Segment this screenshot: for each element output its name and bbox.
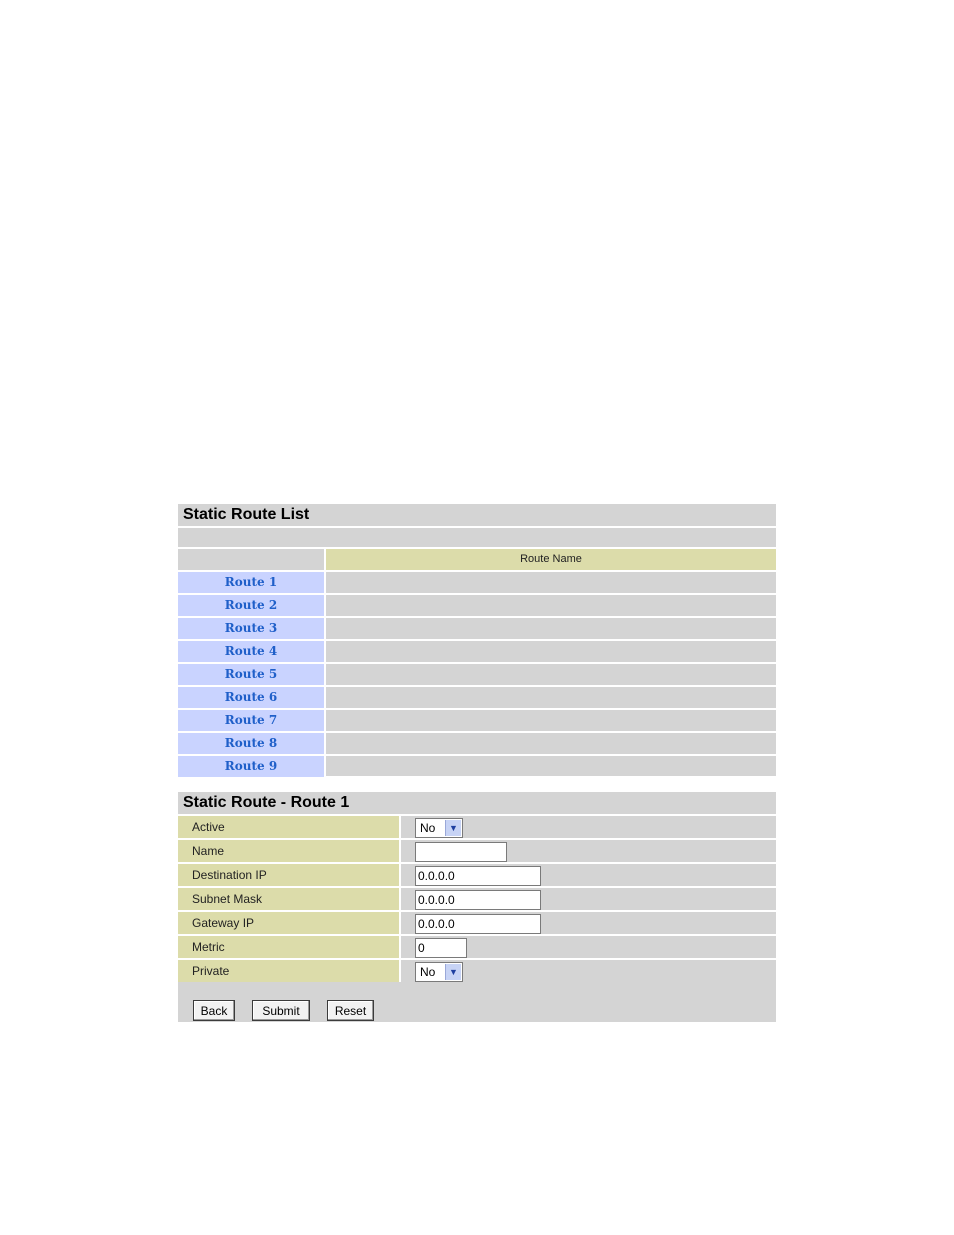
active-label: Active xyxy=(178,816,401,838)
route-name-cell xyxy=(326,618,776,639)
route-5-link[interactable]: Route 5 xyxy=(178,664,326,685)
table-row xyxy=(178,756,776,777)
submit-button[interactable]: Submit xyxy=(252,1000,310,1021)
static-route-form-panel xyxy=(178,792,776,1022)
route-4-link[interactable]: Route 4 xyxy=(178,641,326,662)
route-9-link[interactable]: Route 9 xyxy=(178,756,326,777)
private-label: Private xyxy=(178,960,401,982)
name-input[interactable] xyxy=(415,842,507,862)
active-select[interactable] xyxy=(415,818,463,838)
route-list-header-blank xyxy=(178,549,326,570)
route-6-link[interactable]: Route 6 xyxy=(178,687,326,708)
route-3-link[interactable]: Route 3 xyxy=(178,618,326,639)
private-select-value: No xyxy=(420,965,436,979)
reset-button[interactable]: Reset xyxy=(327,1000,374,1021)
route-list-title: Static Route List xyxy=(178,504,776,528)
private-select[interactable] xyxy=(415,962,463,982)
route-name-cell xyxy=(326,572,776,593)
route-name-column-header: Route Name xyxy=(326,549,776,570)
route-name-cell xyxy=(326,710,776,731)
metric-row xyxy=(178,936,776,960)
table-row xyxy=(178,687,776,710)
subnet-mask-row xyxy=(178,888,776,912)
active-select-value: No xyxy=(420,821,436,835)
route-1-link[interactable]: Route 1 xyxy=(178,572,326,593)
table-row xyxy=(178,595,776,618)
back-button[interactable]: Back xyxy=(193,1000,235,1021)
route-name-cell xyxy=(326,756,776,777)
private-row xyxy=(178,960,776,982)
subnet-mask-input[interactable] xyxy=(415,890,541,910)
table-row xyxy=(178,664,776,687)
name-label: Name xyxy=(178,840,401,862)
route-list-spacer xyxy=(178,528,776,549)
destination-ip-input[interactable] xyxy=(415,866,541,886)
route-2-link[interactable]: Route 2 xyxy=(178,595,326,616)
table-row xyxy=(178,641,776,664)
route-name-cell xyxy=(326,641,776,662)
chevron-down-icon[interactable]: ▼ xyxy=(445,964,461,980)
metric-input[interactable] xyxy=(415,938,467,958)
route-8-link[interactable]: Route 8 xyxy=(178,733,326,754)
route-name-cell xyxy=(326,595,776,616)
table-row xyxy=(178,733,776,756)
static-route-list-panel xyxy=(178,504,776,776)
route-form-title: Static Route - Route 1 xyxy=(178,792,776,816)
gateway-ip-row xyxy=(178,912,776,936)
route-name-cell xyxy=(326,687,776,708)
route-name-cell xyxy=(326,664,776,685)
gateway-ip-input[interactable] xyxy=(415,914,541,934)
table-row xyxy=(178,572,776,595)
name-row xyxy=(178,840,776,864)
table-row xyxy=(178,618,776,641)
route-7-link[interactable]: Route 7 xyxy=(178,710,326,731)
table-row xyxy=(178,710,776,733)
active-row xyxy=(178,816,776,840)
destination-ip-label: Destination IP xyxy=(178,864,401,886)
destination-ip-row xyxy=(178,864,776,888)
gateway-ip-label: Gateway IP xyxy=(178,912,401,934)
metric-label: Metric xyxy=(178,936,401,958)
chevron-down-icon[interactable]: ▼ xyxy=(445,820,461,836)
route-list-header xyxy=(178,549,776,572)
route-name-cell xyxy=(326,733,776,754)
subnet-mask-label: Subnet Mask xyxy=(178,888,401,910)
